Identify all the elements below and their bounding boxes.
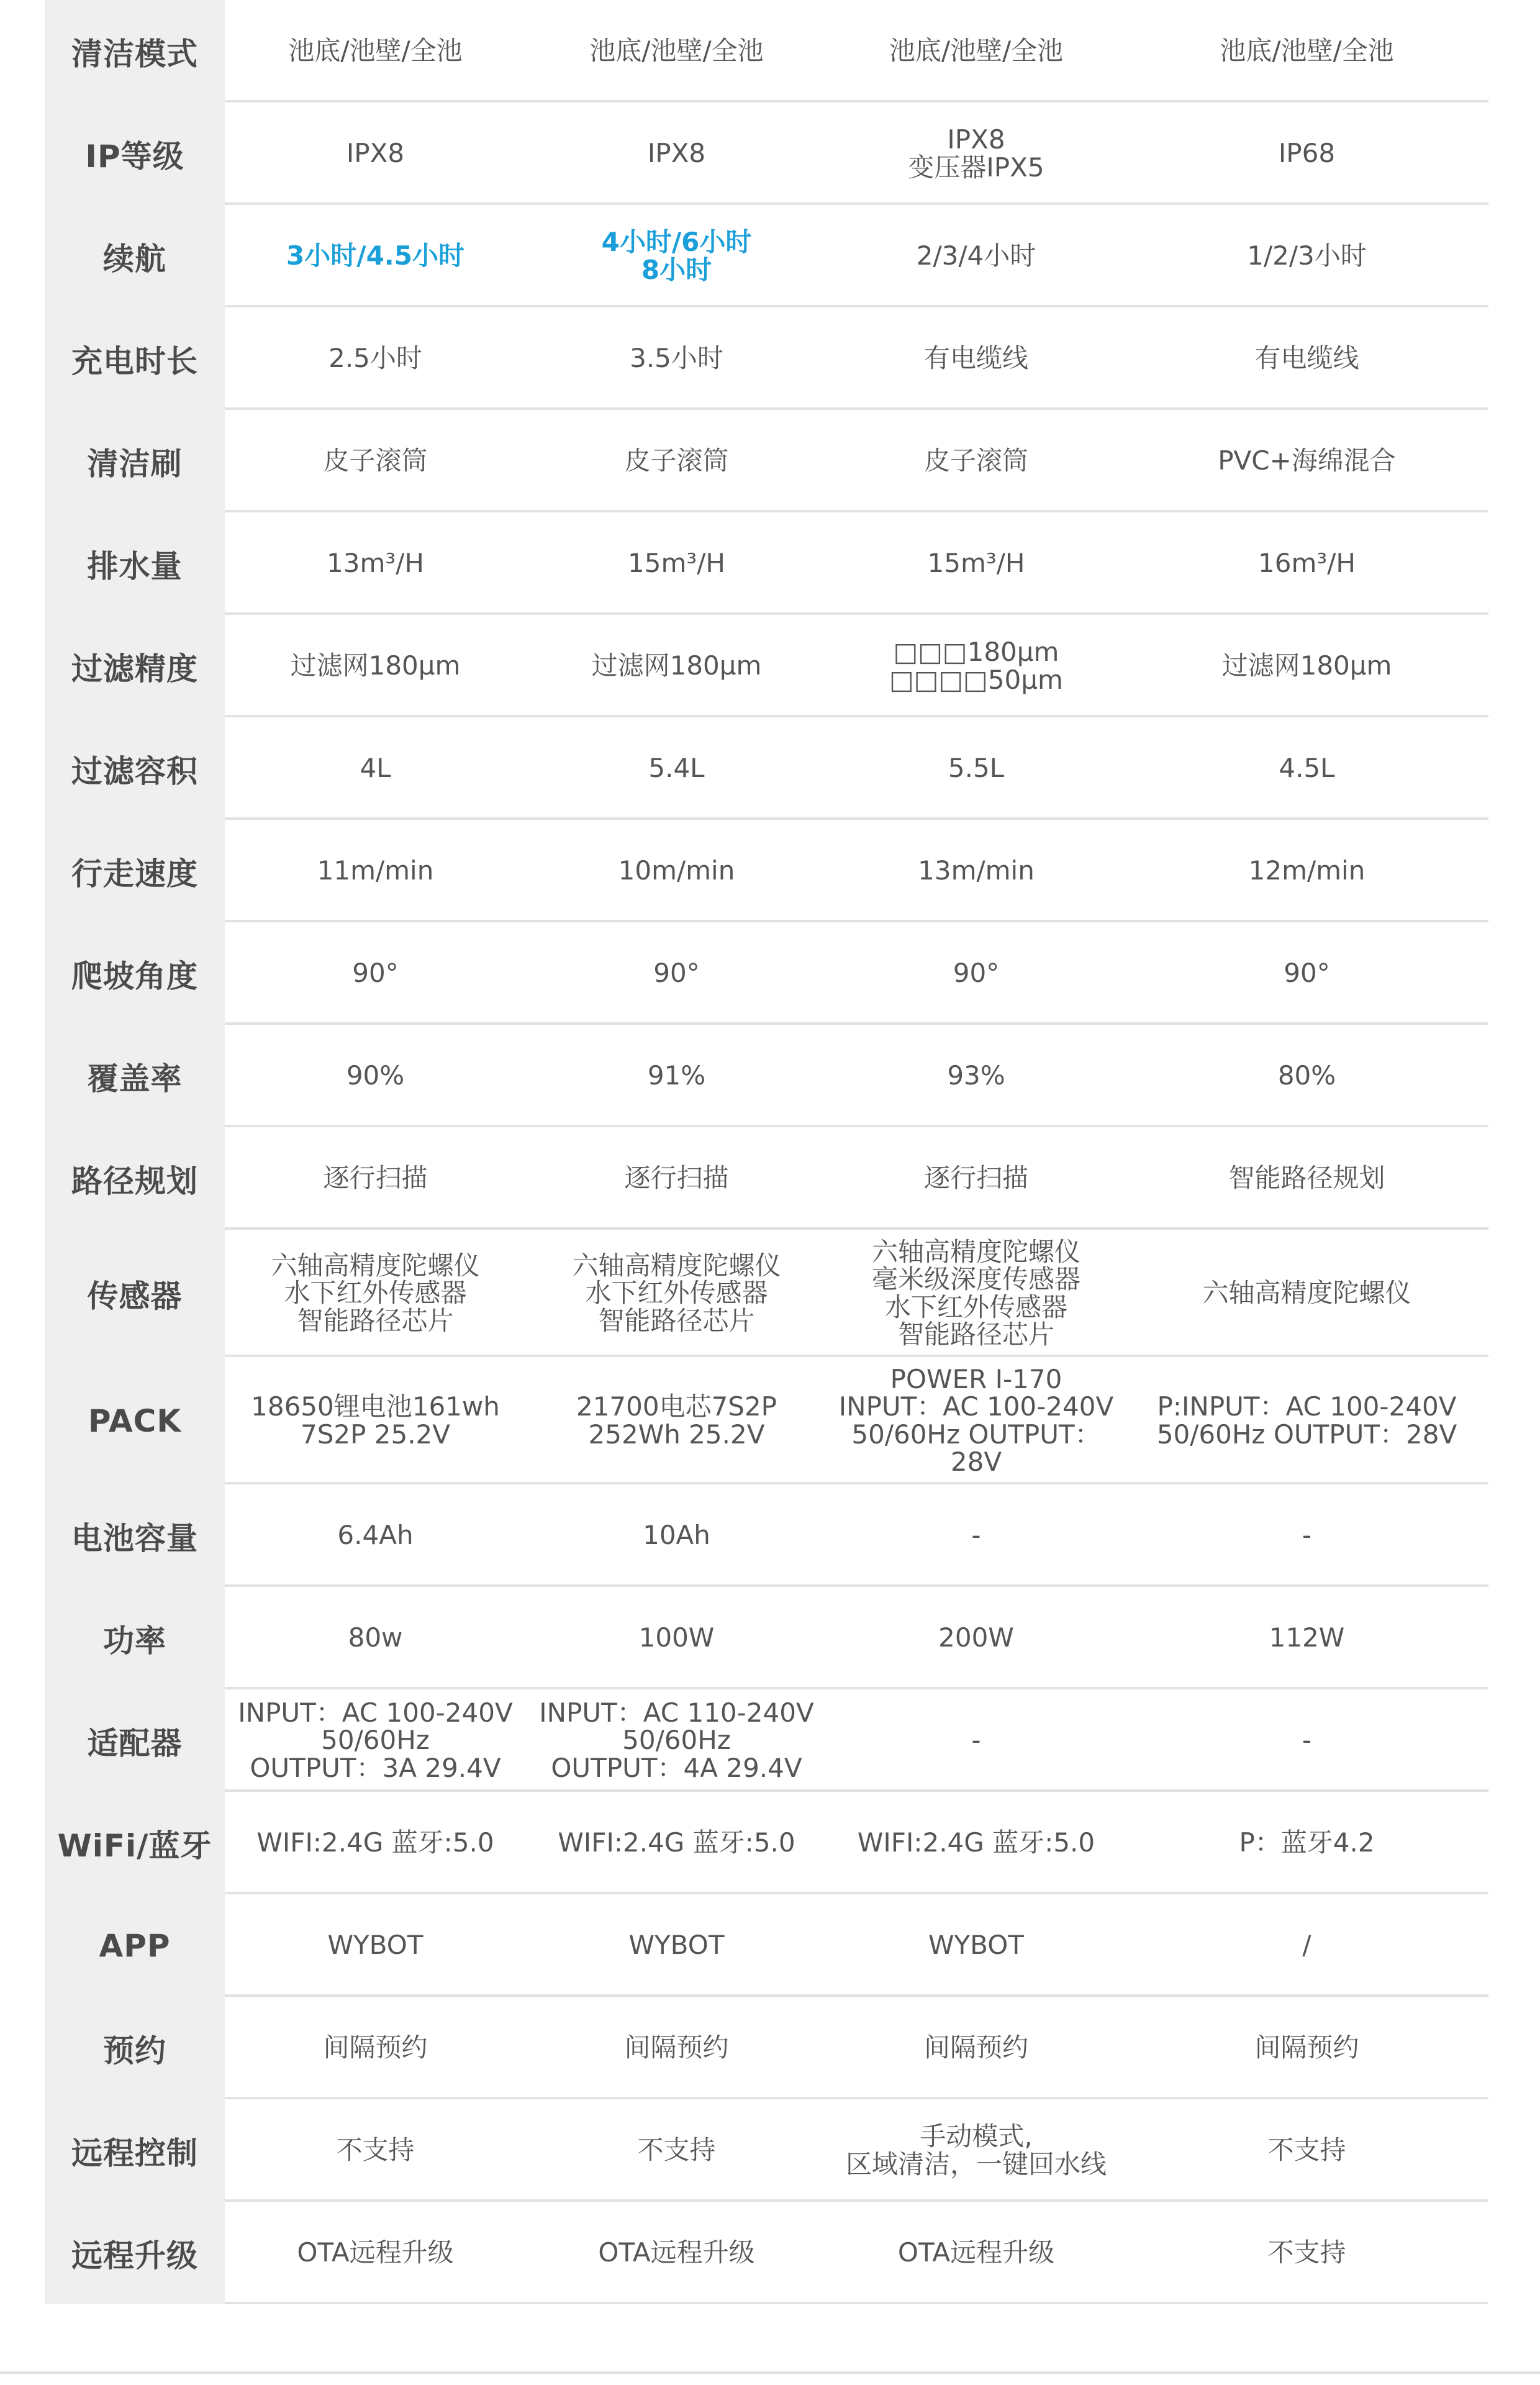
row-power xyxy=(45,1587,1488,1689)
cell-model-1: 池底/池壁/全池 xyxy=(288,35,463,66)
cell-model-4: - xyxy=(1302,1725,1312,1756)
cell-model-4: / xyxy=(1302,1930,1311,1961)
cell-model-2: 3.5小时 xyxy=(630,343,723,374)
cell-model-2: 5.4L xyxy=(648,753,705,784)
row-adapter xyxy=(45,1689,1488,1792)
cell-model-4: 不支持 xyxy=(1267,2135,1346,2166)
cell-model-1: 过滤网180μm xyxy=(290,650,461,681)
row-label: IP等级 xyxy=(45,102,225,205)
cell-model-1: 六轴高精度陀螺仪 水下红外传感器 智能路径芯片 xyxy=(271,1250,480,1336)
cell-model-4: 1/2/3小时 xyxy=(1247,240,1367,271)
row-label: 爬坡角度 xyxy=(45,922,225,1025)
row-label: 排水量 xyxy=(45,512,225,615)
cell-model-3: 13m/min xyxy=(918,855,1035,886)
cell-model-2: WIFI:2.4G 蓝牙:5.0 xyxy=(558,1827,795,1858)
cell-model-1: 90% xyxy=(346,1060,405,1091)
row-label: 清洁模式 xyxy=(45,0,225,102)
cell-model-4: 智能路径规划 xyxy=(1228,1163,1385,1194)
cell-model-2: 4小时/6小时 8小时 xyxy=(601,227,752,285)
row-filter-precision xyxy=(45,615,1488,717)
row-label: 远程控制 xyxy=(45,2099,225,2202)
row-app xyxy=(45,1894,1488,1997)
row-label: 远程升级 xyxy=(45,2202,225,2304)
row-wifi-bluetooth xyxy=(45,1792,1488,1894)
cell-model-3: WIFI:2.4G 蓝牙:5.0 xyxy=(857,1827,1095,1858)
cell-model-4: IP68 xyxy=(1278,138,1336,169)
row-label: 电池容量 xyxy=(45,1484,225,1587)
cell-model-2: INPUT：AC 110-240V 50/60Hz OUTPUT：4A 29.4V xyxy=(539,1697,814,1783)
cell-model-4: PVC+海绵混合 xyxy=(1218,445,1396,476)
row-label: 功率 xyxy=(45,1587,225,1689)
cell-model-1: INPUT：AC 100-240V 50/60Hz OUTPUT：3A 29.4V xyxy=(238,1697,513,1783)
row-schedule xyxy=(45,1997,1488,2099)
row-climb-angle xyxy=(45,922,1488,1025)
row-label: WiFi/蓝牙 xyxy=(45,1792,225,1894)
cell-model-3: - xyxy=(971,1520,981,1551)
row-runtime xyxy=(45,205,1488,307)
cell-model-2: 间隔预约 xyxy=(624,2032,729,2063)
bottom-divider xyxy=(0,2371,1540,2374)
spec-comparison-table xyxy=(45,0,1488,2304)
cell-model-2: 90° xyxy=(653,958,700,989)
cell-model-4: 16m³/H xyxy=(1258,548,1356,579)
cell-model-2: 100W xyxy=(638,1622,715,1653)
cell-model-1: 4L xyxy=(360,753,391,784)
cell-model-2: 逐行扫描 xyxy=(624,1163,729,1194)
cell-model-3: 池底/池壁/全池 xyxy=(889,35,1064,66)
cell-model-3: WYBOT xyxy=(928,1930,1024,1961)
row-label: 预约 xyxy=(45,1997,225,2099)
cell-model-4: P:INPUT：AC 100-240V 50/60Hz OUTPUT：28V xyxy=(1156,1391,1457,1450)
row-label: 过滤容积 xyxy=(45,717,225,820)
cell-model-3: 间隔预约 xyxy=(923,2032,1028,2063)
cell-model-4: 池底/池壁/全池 xyxy=(1220,35,1394,66)
cell-model-3: IPX8 变压器IPX5 xyxy=(908,124,1044,183)
row-label: 路径规划 xyxy=(45,1127,225,1230)
row-label: 行走速度 xyxy=(45,820,225,922)
cell-model-2: 21700电芯7S2P 252Wh 25.2V xyxy=(576,1391,777,1450)
cell-model-3: POWER I-170 INPUT：AC 100-240V 50/60Hz OUTPUT：28V xyxy=(838,1364,1114,1477)
cell-model-3: 六轴高精度陀螺仪 毫米级深度传感器 水下红外传感器 智能路径芯片 xyxy=(871,1237,1080,1350)
row-sensors xyxy=(45,1230,1488,1357)
cell-model-1: 6.4Ah xyxy=(337,1520,414,1551)
cell-model-4: 间隔预约 xyxy=(1254,2032,1359,2063)
row-label: 过滤精度 xyxy=(45,615,225,717)
cell-model-4: 90° xyxy=(1284,958,1330,989)
cell-model-3: 15m³/H xyxy=(927,548,1025,579)
cell-model-3: 手动模式, 区域清洁，一键回水线 xyxy=(845,2121,1107,2179)
cell-model-1: 11m/min xyxy=(317,855,434,886)
row-remote-upgrade xyxy=(45,2202,1488,2304)
cell-model-4: 六轴高精度陀螺仪 xyxy=(1202,1278,1411,1309)
cell-model-2: 六轴高精度陀螺仪 水下红外传感器 智能路径芯片 xyxy=(572,1250,781,1336)
cell-model-3: 皮子滚筒 xyxy=(923,445,1028,476)
cell-model-4: 过滤网180μm xyxy=(1221,650,1392,681)
cell-model-1: IPX8 xyxy=(346,138,405,169)
row-label: PACK xyxy=(45,1357,225,1484)
cell-model-1: 80w xyxy=(348,1622,403,1653)
cell-model-1: 不支持 xyxy=(336,2135,415,2166)
cell-model-4: - xyxy=(1302,1520,1312,1551)
row-remote-control xyxy=(45,2099,1488,2202)
row-label: APP xyxy=(45,1894,225,1997)
cell-model-2: 10Ah xyxy=(643,1520,710,1551)
cell-model-2: 15m³/H xyxy=(628,548,725,579)
cell-model-2: IPX8 xyxy=(647,138,706,169)
cell-model-1: WIFI:2.4G 蓝牙:5.0 xyxy=(256,1827,494,1858)
row-filter-capacity xyxy=(45,717,1488,820)
cell-model-4: 有电缆线 xyxy=(1254,343,1359,374)
cell-model-3: 逐行扫描 xyxy=(923,1163,1028,1194)
row-pack xyxy=(45,1357,1488,1484)
row-label: 续航 xyxy=(45,205,225,307)
cell-model-1: WYBOT xyxy=(327,1930,424,1961)
cell-model-1: 13m³/H xyxy=(327,548,424,579)
row-label: 适配器 xyxy=(45,1689,225,1792)
row-cleaning-brush xyxy=(45,410,1488,512)
cell-model-2: 过滤网180μm xyxy=(591,650,762,681)
cell-model-3: - xyxy=(971,1725,981,1756)
row-charge-time xyxy=(45,307,1488,410)
cell-model-2: 10m/min xyxy=(618,855,735,886)
row-cleaning-mode xyxy=(45,0,1488,102)
cell-model-3: 5.5L xyxy=(948,753,1005,784)
row-path-planning xyxy=(45,1127,1488,1230)
cell-model-2: 皮子滚筒 xyxy=(624,445,729,476)
cell-model-2: 池底/池壁/全池 xyxy=(589,35,764,66)
row-label: 充电时长 xyxy=(45,307,225,410)
cell-model-4: 80% xyxy=(1277,1060,1336,1091)
row-coverage xyxy=(45,1025,1488,1127)
cell-model-2: 91% xyxy=(647,1060,706,1091)
row-ip-rating xyxy=(45,102,1488,205)
cell-model-1: 2.5小时 xyxy=(328,343,422,374)
cell-model-1: OTA远程升级 xyxy=(297,2237,454,2268)
cell-model-4: P：蓝牙4.2 xyxy=(1239,1827,1375,1858)
cell-model-1: 皮子滚筒 xyxy=(323,445,428,476)
cell-model-3: 90° xyxy=(953,958,1000,989)
row-label: 清洁刷 xyxy=(45,410,225,512)
row-flow-rate xyxy=(45,512,1488,615)
cell-model-4: 112W xyxy=(1269,1622,1345,1653)
cell-model-4: 不支持 xyxy=(1267,2237,1346,2268)
row-battery-capacity xyxy=(45,1484,1488,1587)
cell-model-3: 有电缆线 xyxy=(923,343,1028,374)
cell-model-1: 3小时/4.5小时 xyxy=(286,240,464,271)
cell-model-1: 18650锂电池161wh 7S2P 25.2V xyxy=(251,1391,500,1450)
row-label: 覆盖率 xyxy=(45,1025,225,1127)
cell-model-1: 间隔预约 xyxy=(323,2032,428,2063)
cell-model-3: 200W xyxy=(938,1622,1014,1653)
row-label: 传感器 xyxy=(45,1230,225,1357)
cell-model-2: 不支持 xyxy=(637,2135,716,2166)
cell-model-3: 93% xyxy=(947,1060,1005,1091)
cell-model-2: WYBOT xyxy=(628,1930,725,1961)
cell-model-3: 2/3/4小时 xyxy=(916,240,1036,271)
row-travel-speed xyxy=(45,820,1488,922)
cell-model-3: OTA远程升级 xyxy=(897,2237,1055,2268)
cell-model-4: 4.5L xyxy=(1279,753,1335,784)
cell-model-1: 90° xyxy=(352,958,399,989)
cell-model-1: 逐行扫描 xyxy=(323,1163,428,1194)
cell-model-2: OTA远程升级 xyxy=(598,2237,755,2268)
cell-model-4: 12m/min xyxy=(1248,855,1366,886)
cell-model-3: □□□180μm □□□□50μm xyxy=(889,637,1063,695)
